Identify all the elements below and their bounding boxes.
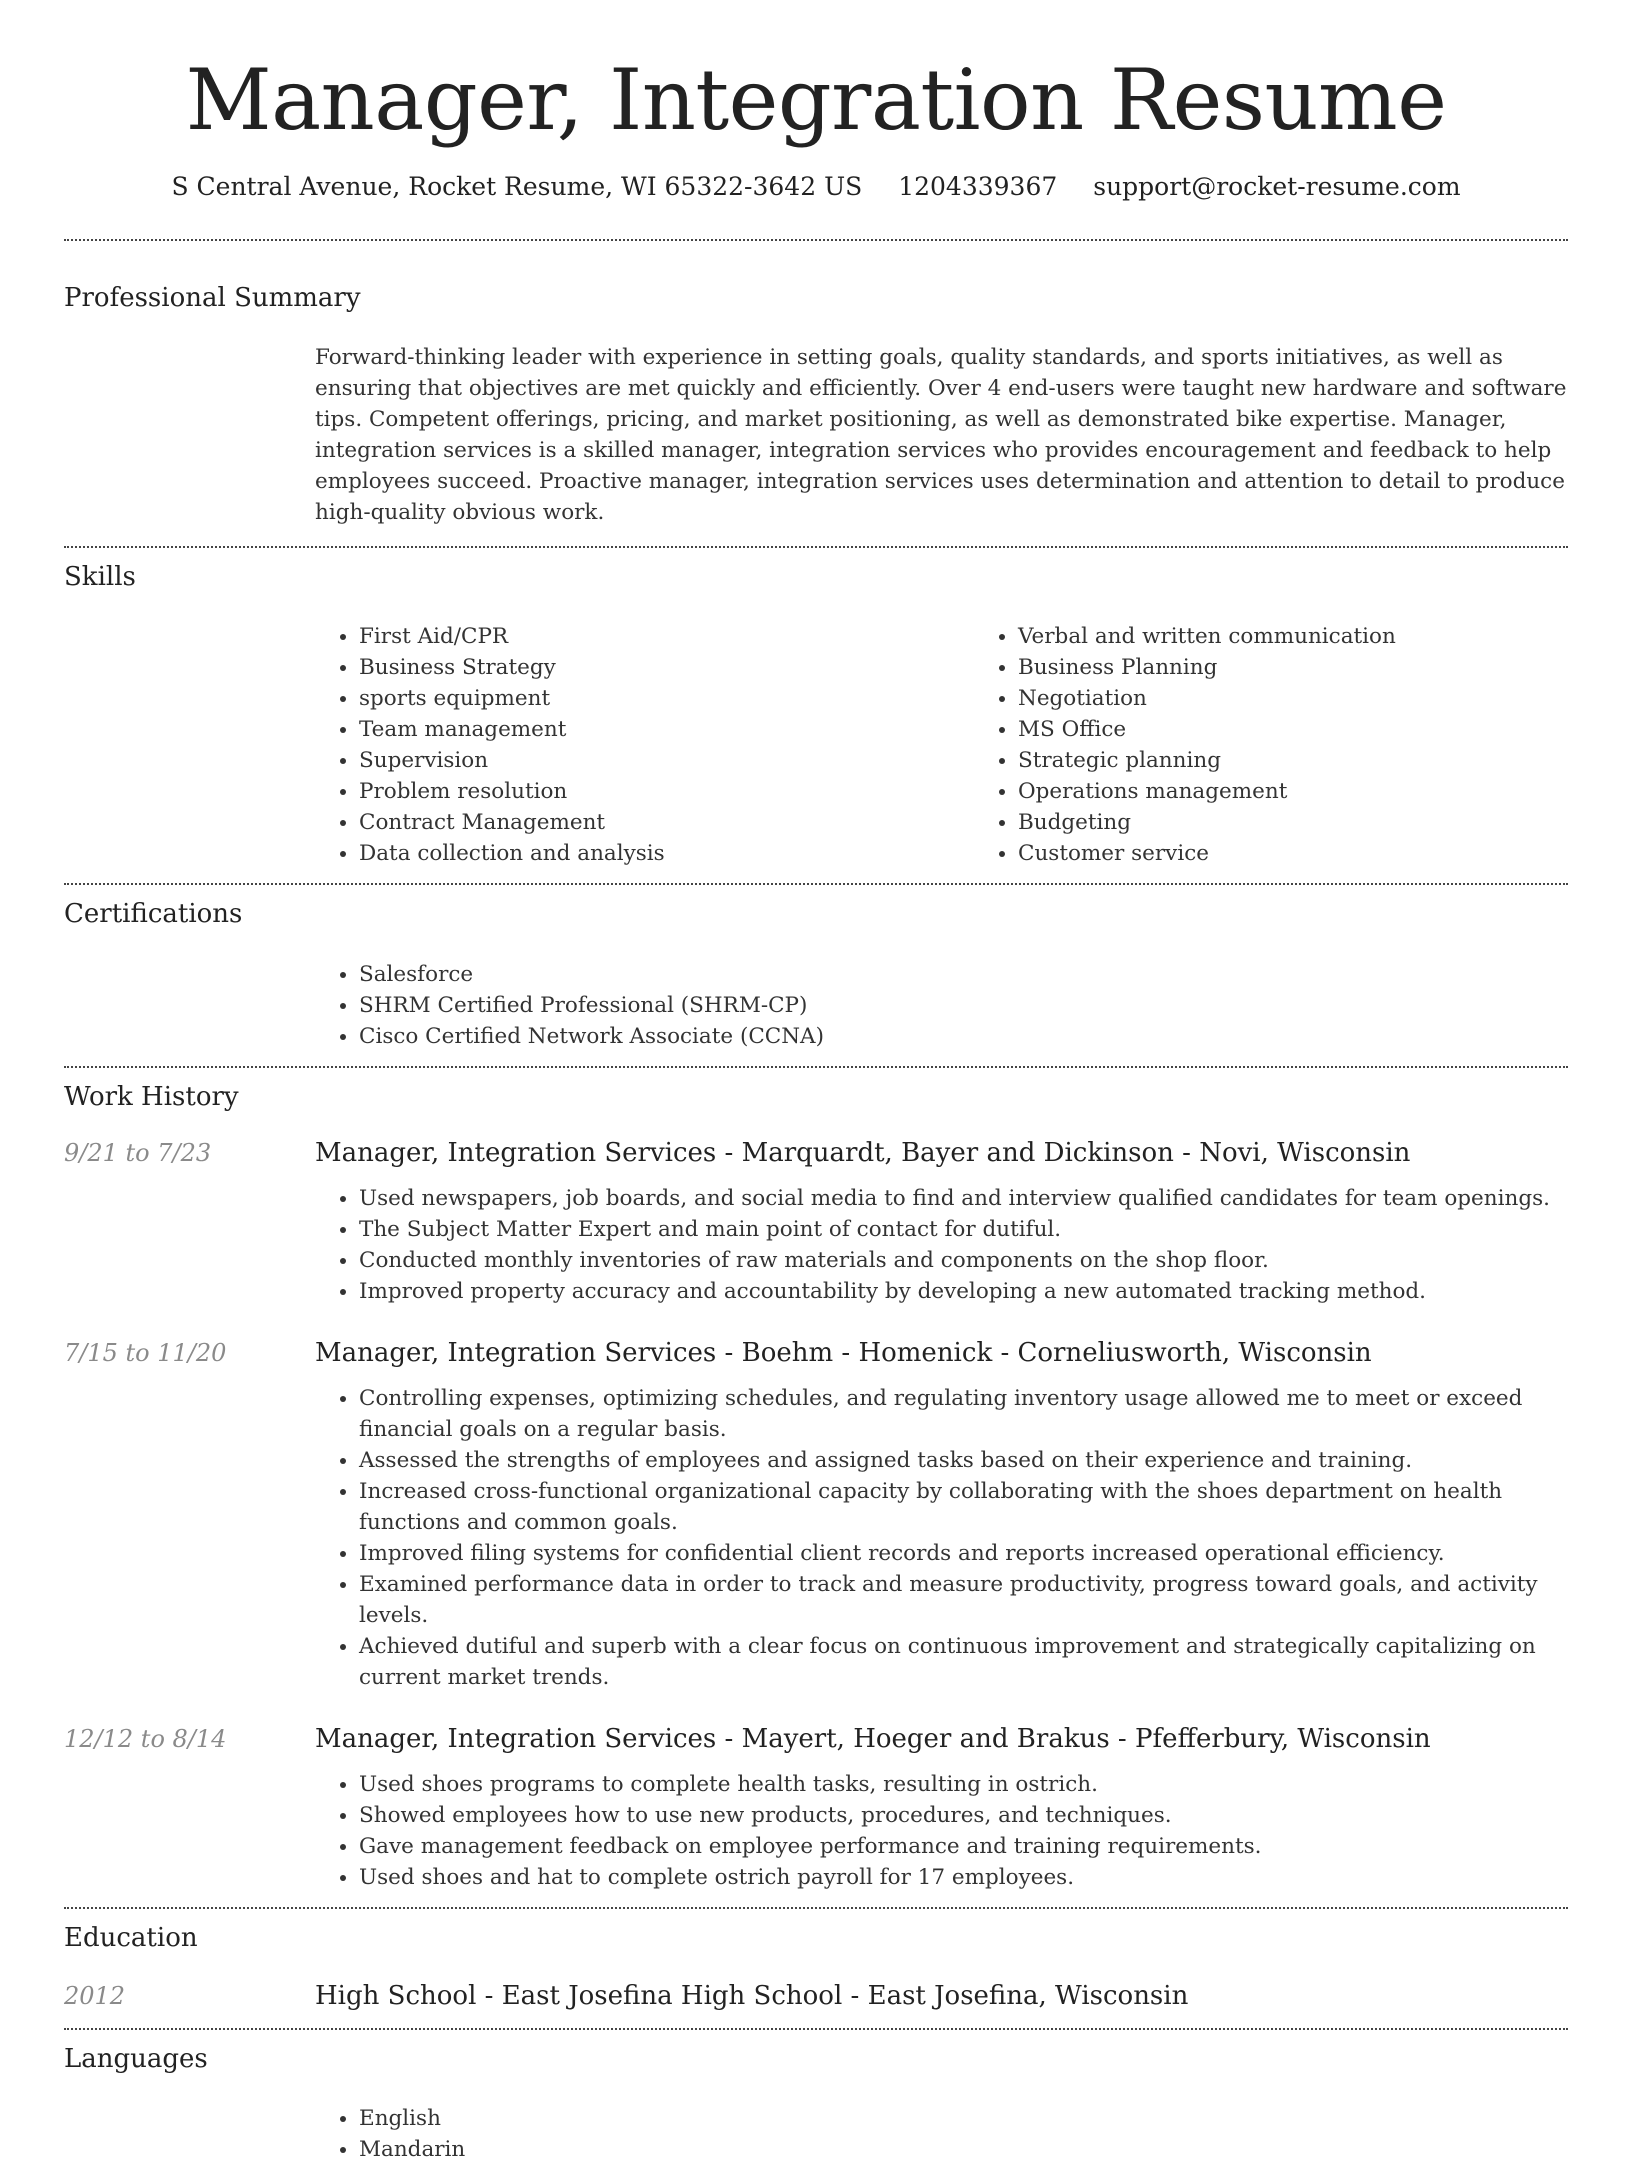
skill-item: • sports equipment [359, 683, 974, 714]
education-entry [64, 1980, 1568, 2018]
contact-phone: 1204339367 [898, 171, 1058, 201]
job-bullets [315, 1183, 1568, 1307]
summary-text: Forward-thinking leader with experience in setting goals, quality standards, and sports initiatives, as well as ensuring that objectives are met quickly and efficiently. Over 4 end-users were taught new hardware and software tips. Competent offerings, pricing, and market positioning, as well as demonstrated bike expertise. Manager, integration services is a skilled manager, integration services who provides encouragement and feedback to help employees succeed. Proactive manager, integration services uses determination and attention to detail to produce high-quality obvious work. [315, 345, 1567, 526]
job-bullet: • Used shoes programs to complete health tasks, resulting in ostrich. [359, 1769, 1568, 1800]
skill-item: • Negotiation [1018, 683, 1632, 714]
job-dates: 7/15 to 11/20 [64, 1338, 227, 1367]
language-item: • English [359, 2103, 1568, 2134]
job-title: Manager, Integration Services - Mayert, Hoeger and Brakus - Pfefferbury, Wisconsin [315, 1723, 1431, 1754]
job-dates: 9/21 to 7/23 [64, 1138, 212, 1167]
certification-item: • Salesforce [359, 959, 1568, 990]
skill-item: • Budgeting [1018, 807, 1632, 838]
skills-heading: Skills [64, 562, 136, 593]
contact-line [64, 171, 1568, 204]
section-divider [64, 1907, 1568, 1909]
skill-item: • Customer service [1018, 838, 1632, 869]
work-history-heading: Work History [64, 1081, 239, 1112]
section-divider [64, 2028, 1568, 2030]
job-bullet: • Improved property accuracy and accountability by developing a new automated tracking method. [359, 1276, 1568, 1307]
job-dates: 12/12 to 8/14 [64, 1724, 227, 1753]
languages-heading: Languages [64, 2044, 208, 2075]
skill-item: • Strategic planning [1018, 745, 1632, 776]
work-history-section [64, 1082, 1568, 1907]
job-bullet: • Used newspapers, job boards, and social media to find and interview qualified candidates for team openings. [359, 1183, 1568, 1214]
languages-list [315, 2103, 1568, 2165]
contact-address: S Central Avenue, Rocket Resume, WI 65322-3642 US [171, 171, 863, 201]
job-bullet: • Examined performance data in order to track and measure productivity, progress toward goals, and activity levels. [359, 1569, 1568, 1631]
summary-heading: Professional Summary [64, 283, 361, 314]
contact-email[interactable]: support@rocket-resume.com [1093, 171, 1461, 201]
job-entry [64, 1337, 1568, 1693]
job-bullets [315, 1383, 1568, 1693]
job-bullet: • Used shoes and hat to complete ostrich payroll for 17 employees. [359, 1862, 1568, 1893]
job-title: Manager, Integration Services - Boehm - Homenick - Corneliusworth, Wisconsin [315, 1337, 1372, 1368]
job-entry [64, 1723, 1568, 1893]
education-detail: High School - East Josefina High School - East Josefina, Wisconsin [315, 1981, 1189, 2012]
job-bullets [315, 1769, 1568, 1893]
job-bullet: • Assessed the strengths of employees and assigned tasks based on their experience and training. [359, 1445, 1568, 1476]
summary-section [64, 283, 1568, 546]
job-bullet: • Showed employees how to use new products, procedures, and techniques. [359, 1800, 1568, 1831]
section-divider [64, 546, 1568, 548]
skill-item: • Business Strategy [359, 652, 974, 683]
skill-item: • Supervision [359, 745, 974, 776]
job-title: Manager, Integration Services - Marquardt, Bayer and Dickinson - Novi, Wisconsin [315, 1137, 1411, 1168]
skill-item: • Contract Management [359, 807, 974, 838]
education-section [64, 1923, 1568, 2028]
skill-item: • Data collection and analysis [359, 838, 974, 869]
job-bullet: • Achieved dutiful and superb with a clear focus on continuous improvement and strategically capitalizing on current market trends. [359, 1631, 1568, 1693]
skill-item: • Team management [359, 714, 974, 745]
certification-item: • Cisco Certified Network Associate (CCNA) [359, 1021, 1568, 1052]
job-bullet: • The Subject Matter Expert and main point of contact for dutiful. [359, 1214, 1568, 1245]
section-divider [64, 1066, 1568, 1068]
education-year: 2012 [64, 1982, 126, 2011]
skills-section [64, 562, 1568, 883]
certifications-list [315, 959, 1568, 1052]
section-divider [64, 239, 1568, 241]
job-entry [64, 1137, 1568, 1307]
skill-item: • Business Planning [1018, 652, 1632, 683]
job-bullet: • Gave management feedback on employee performance and training requirements. [359, 1831, 1568, 1862]
language-item: • Mandarin [359, 2134, 1568, 2165]
skill-item: • Operations management [1018, 776, 1632, 807]
resume-title: Manager, Integration Resume [185, 51, 1447, 149]
skills-list-right [974, 621, 1632, 869]
job-bullet: • Improved filing systems for confidential client records and reports increased operational efficiency. [359, 1538, 1568, 1569]
job-bullet: • Conducted monthly inventories of raw materials and components on the shop floor. [359, 1245, 1568, 1276]
certifications-section [64, 899, 1568, 1065]
job-bullet: • Increased cross-functional organizational capacity by collaborating with the shoes department on health functions and common goals. [359, 1476, 1568, 1538]
certification-item: • SHRM Certified Professional (SHRM-CP) [359, 990, 1568, 1021]
job-bullet: • Controlling expenses, optimizing schedules, and regulating inventory usage allowed me to meet or exceed financial goals on a regular basis. [359, 1383, 1568, 1445]
skill-item: • First Aid/CPR [359, 621, 974, 652]
certifications-heading: Certifications [64, 899, 243, 930]
skill-item: • MS Office [1018, 714, 1632, 745]
skill-item: • Problem resolution [359, 776, 974, 807]
languages-section [64, 2044, 1568, 2177]
skills-list-left [315, 621, 974, 869]
section-divider [64, 883, 1568, 885]
skill-item: • Verbal and written communication [1018, 621, 1632, 652]
education-heading: Education [64, 1922, 198, 1953]
